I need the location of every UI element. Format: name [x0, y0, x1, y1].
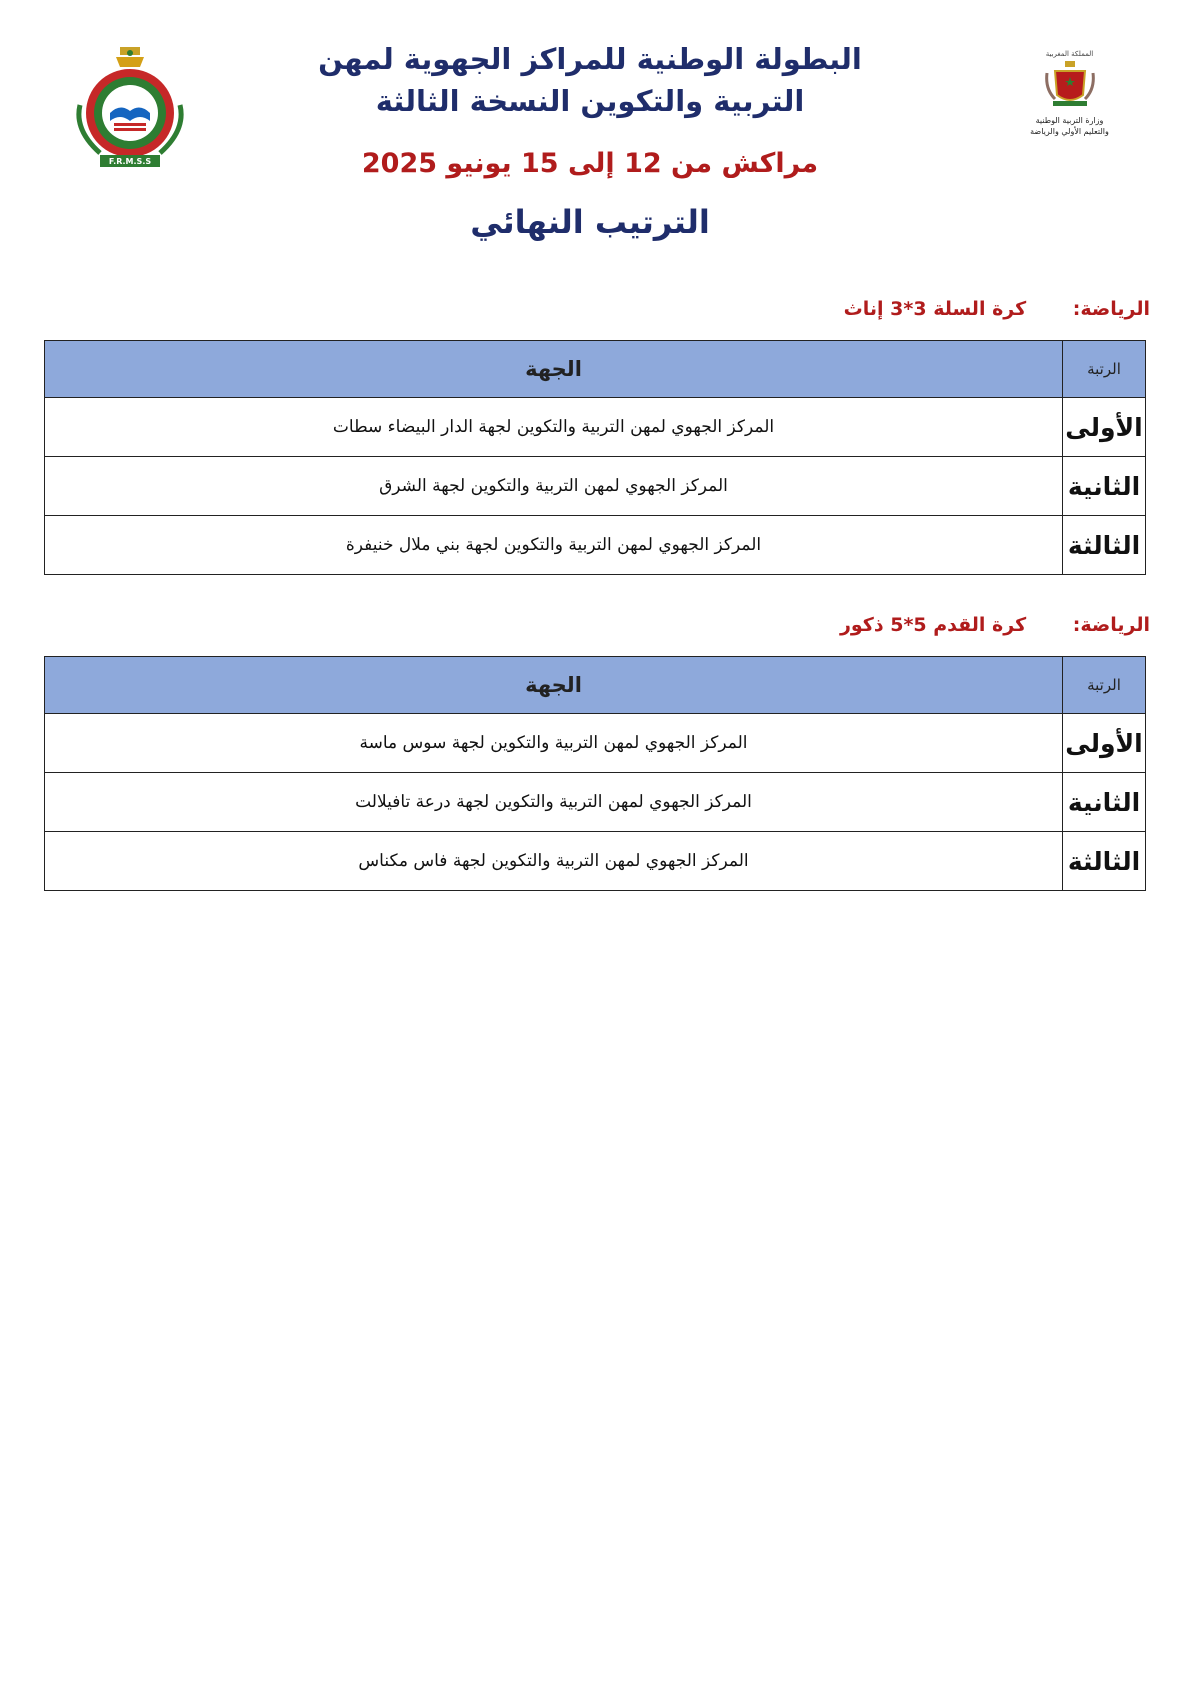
sport-line-basketball	[450, 298, 1150, 320]
sport-value: كرة القدم 5*5 ذكور	[839, 614, 1027, 636]
rank-cell: الثالثة	[1063, 832, 1146, 891]
rank-column-header: الرتبة	[1063, 341, 1146, 398]
ranking-table-basketball	[44, 340, 1146, 575]
title-line-1: البطولة الوطنية للمراكز الجهوية لمهن	[318, 42, 862, 76]
ministry-name-line2: والتعليم الأولي والرياضة	[1030, 127, 1109, 136]
table-row	[45, 773, 1146, 832]
rank-cell: الثالثة	[1063, 516, 1146, 575]
kingdom-label: المملكة المغربية	[1045, 50, 1094, 58]
sport-value: كرة السلة 3*3 إناث	[843, 298, 1027, 320]
rank-column-header: الرتبة	[1063, 657, 1146, 714]
table-row	[45, 714, 1146, 773]
region-column-header: الجهة	[45, 341, 1063, 398]
table-row	[45, 398, 1146, 457]
sport-label: الرياضة:	[1072, 614, 1150, 636]
region-cell: المركز الجهوي لمهن التربية والتكوين لجهة سوس ماسة	[45, 714, 1063, 773]
table-header-row	[45, 341, 1146, 398]
frmss-logo-text: F.R.M.S.S	[108, 157, 152, 166]
rank-cell: الثانية	[1063, 773, 1146, 832]
table-row	[45, 457, 1146, 516]
moroccan-coat-of-arms-icon	[1045, 59, 1095, 109]
table-row	[45, 832, 1146, 891]
region-column-header: الجهة	[45, 657, 1063, 714]
region-cell: المركز الجهوي لمهن التربية والتكوين لجهة الدار البيضاء سطات	[45, 398, 1063, 457]
region-cell: المركز الجهوي لمهن التربية والتكوين لجهة بني ملال خنيفرة	[45, 516, 1063, 575]
region-cell: المركز الجهوي لمهن التربية والتكوين لجهة الشرق	[45, 457, 1063, 516]
frmss-logo	[70, 45, 190, 175]
table-row	[45, 516, 1146, 575]
title-line-2: التربية والتكوين النسخة الثالثة	[375, 84, 805, 118]
region-cell: المركز الجهوي لمهن التربية والتكوين لجهة درعة تافيلالت	[45, 773, 1063, 832]
ministry-logo	[1012, 50, 1127, 165]
ministry-name-line1: وزارة التربية الوطنية	[1035, 116, 1104, 125]
frmss-emblem-icon	[70, 45, 190, 175]
rank-cell: الثانية	[1063, 457, 1146, 516]
region-cell: المركز الجهوي لمهن التربية والتكوين لجهة فاس مكناس	[45, 832, 1063, 891]
ranking-title: الترتيب النهائي	[470, 203, 710, 241]
rank-cell: الأولى	[1063, 398, 1146, 457]
sport-line-football	[450, 614, 1150, 636]
sport-label: الرياضة:	[1072, 298, 1150, 320]
ranking-table-football	[44, 656, 1146, 891]
event-date: مراكش من 12 إلى 15 يونيو 2025	[361, 148, 819, 179]
table-header-row	[45, 657, 1146, 714]
rank-cell: الأولى	[1063, 714, 1146, 773]
page-title	[300, 38, 880, 122]
